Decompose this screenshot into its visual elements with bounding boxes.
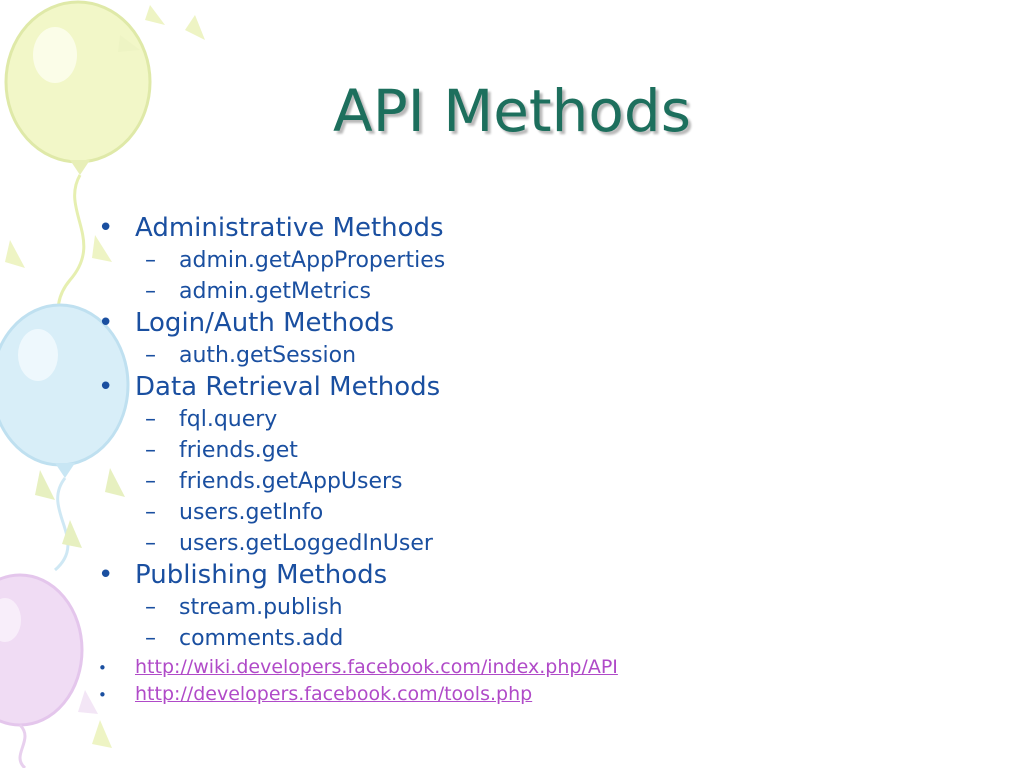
- method-name: admin.getMetrics: [179, 279, 371, 304]
- list-item: [98, 212, 938, 245]
- method-name: stream.publish: [179, 595, 343, 620]
- list-item: [98, 681, 938, 708]
- bullet-icon: •: [98, 372, 114, 402]
- method-name: auth.getSession: [179, 343, 357, 368]
- list-item: [98, 245, 938, 276]
- dash-icon: –: [145, 595, 156, 620]
- dash-icon: –: [145, 438, 156, 463]
- api-wiki-link[interactable]: http://wiki.developers.facebook.com/index.php/API: [135, 656, 618, 678]
- bullet-icon: •: [98, 686, 107, 704]
- method-name: users.getInfo: [179, 500, 324, 525]
- list-item: [98, 623, 938, 654]
- list-item: [98, 654, 938, 681]
- dash-icon: –: [145, 407, 156, 432]
- method-name: fql.query: [179, 407, 278, 432]
- bullet-icon: •: [98, 308, 114, 338]
- bullet-icon: •: [98, 213, 114, 243]
- list-item: [98, 528, 938, 559]
- method-name: comments.add: [179, 626, 344, 651]
- tools-page-link[interactable]: http://developers.facebook.com/tools.php: [135, 683, 533, 705]
- bullet-list: [98, 212, 938, 708]
- dash-icon: –: [145, 248, 156, 273]
- list-item: [98, 404, 938, 435]
- list-item: [98, 307, 938, 340]
- dash-icon: –: [145, 531, 156, 556]
- method-name: admin.getAppProperties: [179, 248, 446, 273]
- purple-balloon-icon: [0, 575, 82, 768]
- list-item: [98, 371, 938, 404]
- section-label-publishing: Publishing Methods: [135, 560, 388, 590]
- dash-icon: –: [145, 469, 156, 494]
- section-label-data-retrieval: Data Retrieval Methods: [135, 372, 441, 402]
- list-item: [98, 340, 938, 371]
- bullet-icon: •: [98, 560, 114, 590]
- list-item: [98, 276, 938, 307]
- section-label-administrative: Administrative Methods: [135, 213, 444, 243]
- list-item: [98, 466, 938, 497]
- section-label-login-auth: Login/Auth Methods: [135, 308, 395, 338]
- method-name: friends.get: [179, 438, 298, 463]
- method-name: users.getLoggedInUser: [179, 531, 433, 556]
- method-name: friends.getAppUsers: [179, 469, 403, 494]
- dash-icon: –: [145, 626, 156, 651]
- list-item: [98, 559, 938, 592]
- list-item: [98, 592, 938, 623]
- list-item: [98, 497, 938, 528]
- dash-icon: –: [145, 279, 156, 304]
- slide-title: API Methods: [333, 77, 691, 145]
- list-item: [98, 435, 938, 466]
- bullet-icon: •: [98, 659, 107, 677]
- dash-icon: –: [145, 343, 156, 368]
- dash-icon: –: [145, 500, 156, 525]
